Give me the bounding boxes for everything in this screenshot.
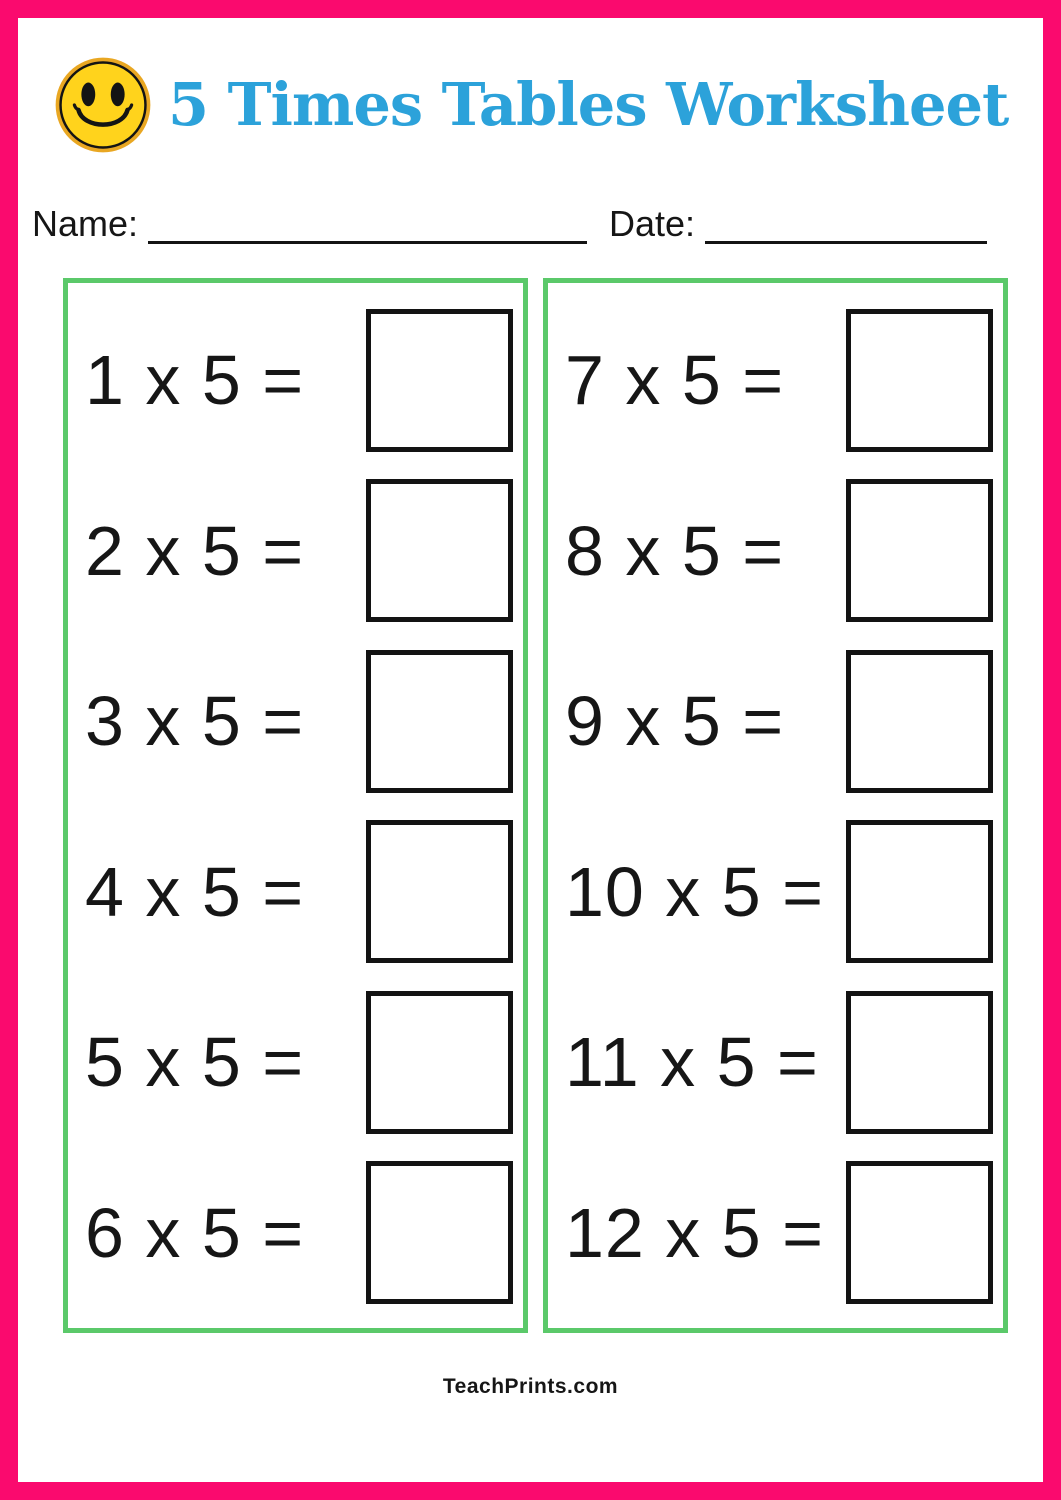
problem-row (565, 295, 993, 466)
date-input-line[interactable] (705, 202, 987, 244)
problem-label: 6 x 5 = (85, 1193, 305, 1272)
problem-label: 3 x 5 = (85, 682, 305, 761)
answer-box[interactable] (366, 650, 513, 793)
problems-area (63, 278, 1008, 1333)
problems-column-left (63, 278, 528, 1333)
problem-row (565, 466, 993, 637)
problem-label: 11 x 5 = (565, 1023, 819, 1102)
problem-row (85, 1148, 513, 1319)
problem-row (565, 636, 993, 807)
answer-box[interactable] (846, 479, 993, 622)
problem-label: 5 x 5 = (85, 1023, 305, 1102)
problem-row (85, 466, 513, 637)
page-title: 5 Times Tables Worksheet (168, 69, 1009, 139)
problem-label: 12 x 5 = (565, 1193, 825, 1272)
answer-box[interactable] (366, 820, 513, 963)
answer-box[interactable] (846, 309, 993, 452)
header (54, 56, 1023, 154)
smiley-face-icon (54, 56, 152, 154)
problem-label: 2 x 5 = (85, 511, 305, 590)
problem-row (85, 977, 513, 1148)
name-date-row (32, 202, 987, 244)
problem-row (565, 977, 993, 1148)
problem-row (85, 636, 513, 807)
problem-label: 1 x 5 = (85, 341, 305, 420)
problem-row (565, 1148, 993, 1319)
problem-label: 7 x 5 = (565, 341, 785, 420)
answer-box[interactable] (366, 991, 513, 1134)
problem-label: 10 x 5 = (565, 852, 825, 931)
answer-box[interactable] (846, 991, 993, 1134)
answer-box[interactable] (366, 1161, 513, 1304)
site-credit: TeachPrints.com (442, 1375, 619, 1398)
answer-box[interactable] (846, 820, 993, 963)
problem-label: 4 x 5 = (85, 852, 305, 931)
name-label: Name: (32, 202, 139, 244)
date-label: Date: (608, 202, 695, 244)
problems-column-right (543, 278, 1008, 1333)
problem-row (85, 295, 513, 466)
answer-box[interactable] (846, 650, 993, 793)
problem-row (565, 807, 993, 978)
problem-label: 9 x 5 = (565, 682, 785, 761)
name-input-line[interactable] (148, 202, 587, 244)
answer-box[interactable] (366, 479, 513, 622)
problem-label: 8 x 5 = (565, 511, 785, 590)
problem-row (85, 807, 513, 978)
answer-box[interactable] (366, 309, 513, 452)
answer-box[interactable] (846, 1161, 993, 1304)
